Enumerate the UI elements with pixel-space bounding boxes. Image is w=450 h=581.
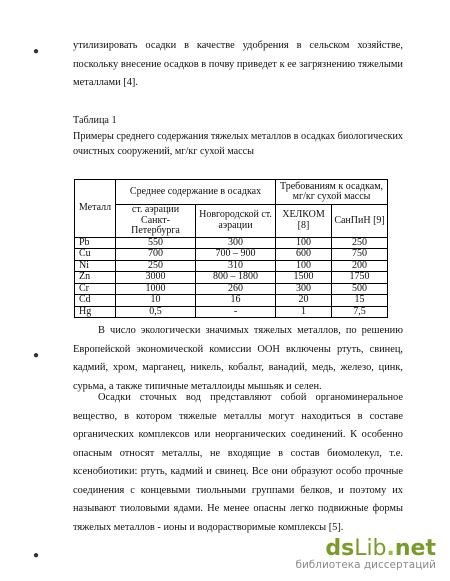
cell-sanpin: 15 bbox=[332, 295, 388, 307]
intro-paragraph bbox=[73, 37, 403, 93]
cell-metal: Cr bbox=[75, 283, 116, 295]
cell-helcom: 20 bbox=[276, 295, 332, 307]
logo-lib: Lib bbox=[354, 536, 387, 561]
logo-dot: . bbox=[386, 536, 395, 561]
table-subheader-row bbox=[75, 205, 388, 238]
watermark-logo bbox=[325, 536, 436, 561]
subheader-sanpin: СанПиН [9] bbox=[332, 205, 388, 238]
subheader-helcom: ХЕЛКОМ [8] bbox=[276, 205, 332, 238]
cell-novgorod: 300 bbox=[196, 237, 276, 249]
cell-sanpin: 7,5 bbox=[332, 306, 388, 318]
cell-spb: 3000 bbox=[116, 272, 196, 284]
table-row bbox=[75, 306, 388, 318]
logo-net: net bbox=[394, 536, 436, 561]
cell-helcom: 600 bbox=[276, 249, 332, 261]
cell-novgorod: - bbox=[196, 306, 276, 318]
cell-novgorod: 700 – 900 bbox=[196, 249, 276, 261]
table-row bbox=[75, 249, 388, 261]
header-requirements: Требованиям к осадкам, мг/кг сухой массы bbox=[276, 180, 388, 205]
cell-metal: Hg bbox=[75, 306, 116, 318]
intro-text: утилизировать осадки в качестве удобрения в сельском хозяйстве, поскольку внесение осадков в почву приведет к ее загрязнению тяжелыми металлами [4]. bbox=[73, 40, 403, 88]
cell-helcom: 100 bbox=[276, 260, 332, 272]
table-row bbox=[75, 260, 388, 272]
cell-sanpin: 200 bbox=[332, 260, 388, 272]
table-caption: Примеры среднего содержания тяжелых металлов в осадках биологических очистных сооружений, мг/кг сухой массы bbox=[73, 131, 404, 157]
cell-spb: 700 bbox=[116, 249, 196, 261]
table-row bbox=[75, 295, 388, 307]
cell-spb: 550 bbox=[116, 237, 196, 249]
subheader-novgorod: Новгородской ст. аэрации bbox=[196, 205, 276, 238]
cell-metal: Ni bbox=[75, 260, 116, 272]
cell-novgorod: 800 – 1800 bbox=[196, 272, 276, 284]
body-paragraph-2 bbox=[73, 389, 403, 537]
margin-bullet-bottom: ● bbox=[33, 550, 40, 561]
cell-sanpin: 500 bbox=[332, 283, 388, 295]
cell-metal: Cu bbox=[75, 249, 116, 261]
table-header-row bbox=[75, 180, 388, 205]
cell-spb: 1000 bbox=[116, 283, 196, 295]
margin-bullet-middle: ● bbox=[33, 350, 40, 361]
header-average-content: Среднее содержание в осадках bbox=[116, 180, 276, 205]
cell-helcom: 100 bbox=[276, 237, 332, 249]
cell-metal: Zn bbox=[75, 272, 116, 284]
table-row bbox=[75, 272, 388, 284]
cell-sanpin: 750 bbox=[332, 249, 388, 261]
cell-spb: 10 bbox=[116, 295, 196, 307]
cell-metal: Pb bbox=[75, 237, 116, 249]
cell-helcom: 1 bbox=[276, 306, 332, 318]
metals-table bbox=[74, 179, 388, 318]
table-row bbox=[75, 237, 388, 249]
paragraph-2-text: Осадки сточных вод представляют собой органоминеральное вещество, в котором тяжелые металлы могут находиться в составе органических комплексов или неорганических соединений. К особенно опасным относят металлы, не входящие в состав биомолекул, т.е. ксенобиотики: ртуть, кадмий и свинец. Все они образуют особо прочные соединения с концевыми тиольными группами белков, и поэтому их называют тиоловыми ядами. Не менее опасны легко подвижные формы тяжелых металлов - ионы и водорастворимые комплексы [5]. bbox=[73, 392, 403, 533]
paragraph-1-text: В число экологически значимых тяжелых металлов, по решению Европейской экономической комиссии ООН включены ртуть, свинец, кадмий, хром, марганец, никель, кобальт, ванадий, медь, железо, цинк, сурьма, а также типичные металлоиды мышьяк и селен. bbox=[73, 325, 403, 392]
margin-bullet-top: ● bbox=[33, 46, 40, 57]
cell-sanpin: 1750 bbox=[332, 272, 388, 284]
cell-metal: Cd bbox=[75, 295, 116, 307]
cell-sanpin: 250 bbox=[332, 237, 388, 249]
cell-helcom: 1500 bbox=[276, 272, 332, 284]
body-paragraph-1 bbox=[73, 322, 403, 396]
watermark-subtitle: библиотека диссертаций bbox=[295, 559, 436, 571]
table-row bbox=[75, 283, 388, 295]
cell-helcom: 300 bbox=[276, 283, 332, 295]
cell-novgorod: 16 bbox=[196, 295, 276, 307]
cell-spb: 250 bbox=[116, 260, 196, 272]
table-label: Таблица 1 bbox=[73, 115, 117, 126]
cell-novgorod: 260 bbox=[196, 283, 276, 295]
logo-ds: ds bbox=[325, 536, 355, 561]
cell-novgorod: 310 bbox=[196, 260, 276, 272]
watermark bbox=[266, 536, 436, 571]
header-metal: Металл bbox=[75, 180, 116, 238]
cell-spb: 0,5 bbox=[116, 306, 196, 318]
subheader-spb: ст. аэрации Санкт-Петербурга bbox=[116, 205, 196, 238]
